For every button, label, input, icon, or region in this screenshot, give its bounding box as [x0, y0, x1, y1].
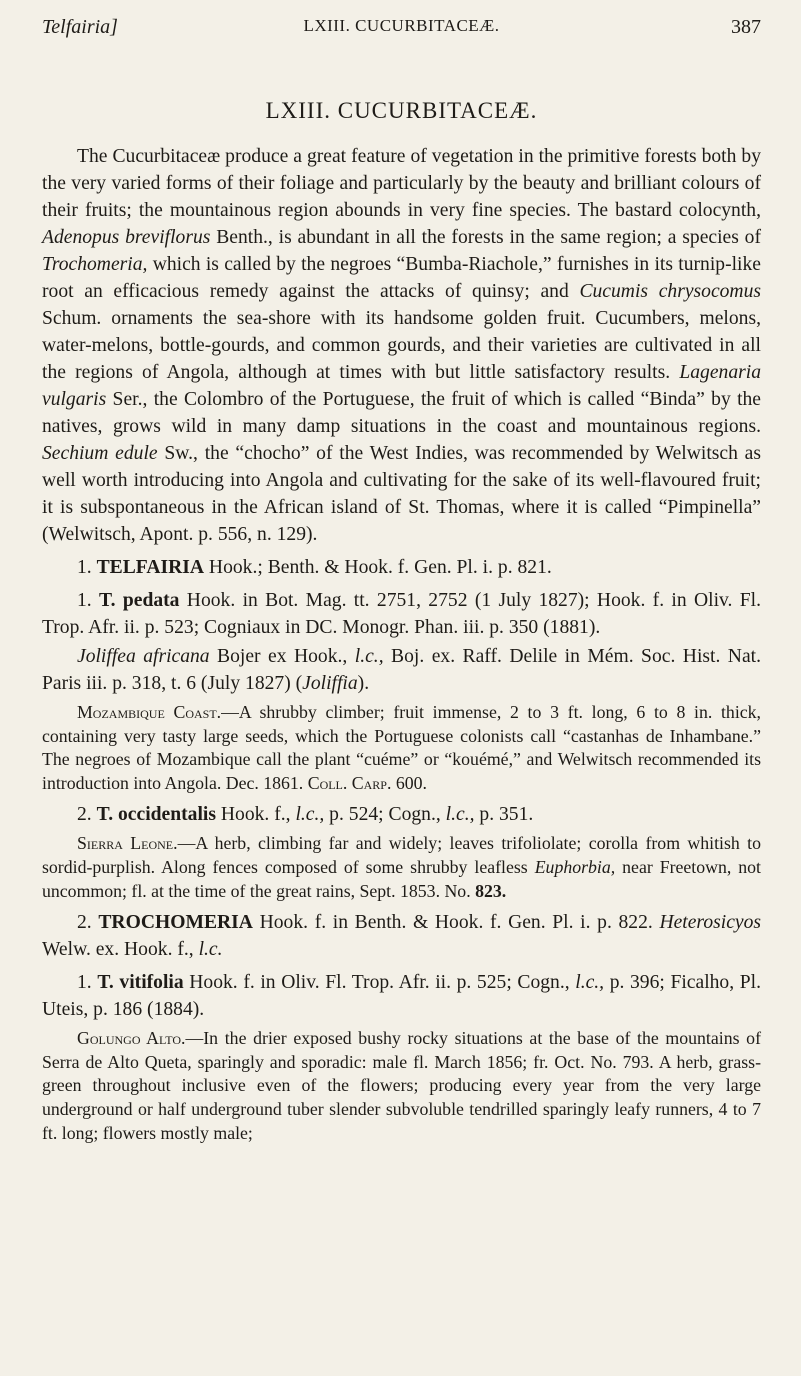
entry-citation: Hook. in Bot. Mag. tt. 2751, 2752 (1 July 1827); Hook. f. in Oliv. Fl. Trop. Afr. ii. p. 523; Cogniaux in DC. Monogr. Phan. iii. p. 350 (1881).: [42, 590, 762, 638]
intro-text: Sw., the “chocho” of the West Indies, was recommended by Welwitsch as well worth introducing into Angola and cultivating for the sake of its well-flavoured fruit; it is subspontaneous in the African island of St. Thomas, where it is called “Pimpinella” (Welwitsch, Apont. p. 556, n. 129).: [42, 443, 761, 545]
collection-ref: Coll. Carp. 600.: [307, 772, 427, 793]
intro-paragraph: [42, 143, 761, 548]
chapter-title: LXIII. CUCURBITACEÆ.: [265, 98, 538, 123]
locality-sierra-leone: [42, 832, 761, 903]
locality-name: Golungo Alto.: [77, 1028, 186, 1049]
locality-mozambique: [42, 701, 761, 795]
running-head-genus: Telfairia]: [42, 16, 118, 38]
entry-number: 2.: [77, 912, 99, 934]
intro-text: Schum. ornaments the sea-shore with its handsome golden fruit. Cucumbers, melons, water-melons, bottle-gourds, and common gourds, and their varieties are cultivated in all the regions of Angola, although at times with but little satisfactory results.: [42, 308, 761, 383]
locality-text: —A herb, climbing far and widely; leaves trifoliolate; corolla from whitish to sordid-purplish. Along fences composed of some shrubby leafless: [42, 833, 761, 877]
locality-name: Mozambique Coast.: [77, 702, 222, 722]
species-telfairia-occidentalis: [42, 801, 761, 828]
genus-name: TELFAIRIA: [96, 557, 205, 578]
entry-italic: l.c.: [198, 939, 223, 961]
entry-citation: ).: [357, 673, 370, 694]
species-name: T. occidentalis: [96, 804, 216, 826]
entry-italic: l.c.,: [575, 972, 605, 994]
locality-name: Sierra Leone.: [77, 833, 178, 854]
entry-number: 1.: [77, 972, 98, 994]
entry-number: 2.: [77, 804, 97, 826]
entry-citation: Welw. ex. Hook. f.,: [42, 939, 199, 961]
entry-citation: p. 396; Ficalho, Pl. Uteis, p. 186 (1884).: [42, 972, 761, 1021]
intro-italic: Adenopus breviflorus: [42, 227, 211, 248]
entry-citation: Boj. ex. Raff. Delile in Mém. Soc. Hist. Nat. Paris iii. p. 318, t. 6 (July 1827) (: [42, 646, 761, 694]
entry-italic: l.c.,: [354, 646, 384, 667]
species-name: T. pedata: [99, 590, 180, 611]
genus-trochomeria: [42, 909, 761, 963]
entry-citation: Hook. f.,: [215, 804, 296, 826]
locality-italic: Euphorbia,: [534, 856, 616, 877]
entry-citation: Hook. f. in Oliv. Fl. Trop. Afr. ii. p. 525; Cogn.,: [183, 972, 576, 994]
specimen-number: 823.: [475, 880, 507, 901]
locality-golungo-alto: [42, 1027, 761, 1145]
intro-text: Benth., is abundant in all the forests in the same region; a species of: [210, 227, 762, 248]
locality-text: —In the drier exposed bushy rocky situations at the base of the mountains of Serra de Alto Queta, sparingly and sporadic: male fl. March 1856; fr. Oct. No. 793. A herb, grass-green throughout inclusive even of the flowers; producing every year from the very large underground or half underground tuber slender subvoluble tendrilled sparingly leafy runners, 4 to 7 ft. long; flowers mostly male;: [42, 1028, 761, 1143]
entry-citation: p. 524; Cogn.,: [324, 804, 446, 826]
entry-number: 1.: [77, 590, 100, 611]
entry-italic: l.c.,: [445, 804, 475, 826]
synonym-joliffea: [42, 643, 761, 697]
entry-italic: Joliffia: [302, 673, 358, 694]
intro-italic: Lagenaria vulgaris: [42, 362, 761, 410]
genus-name: TROCHOMERIA: [98, 912, 253, 934]
intro-italic: Cucumis chrysocomus: [579, 281, 762, 302]
page-number: 387: [731, 16, 761, 38]
synonym-name: Heterosicyos: [659, 912, 762, 934]
intro-text: which is called by the negroes “Bumba-Riachole,” furnishes in its turnip-like root an efficacious remedy against the attacks of quinsy; and: [42, 254, 761, 302]
species-telfairia-pedata: [42, 587, 761, 641]
intro-italic: Trochomeria,: [42, 254, 148, 275]
synonym-name: Joliffea africana: [77, 646, 210, 667]
running-head: [42, 16, 761, 46]
intro-text: Ser., the Colombro of the Portuguese, the fruit of which is called “Binda” by the natives, grows wild in many damp situations in the coast and mountainous regions.: [42, 389, 761, 437]
species-trochomeria-vitifolia: [42, 969, 761, 1023]
genus-telfairia: [42, 554, 761, 581]
entry-citation: Bojer ex Hook.,: [209, 646, 355, 667]
entry-citation: Hook. f. in Benth. & Hook. f. Gen. Pl. i. p. 822.: [252, 912, 660, 934]
intro-text: The Cucurbitaceæ produce a great feature of vegetation in the primitive forests both by the very varied forms of their foliage and particularly by the beauty and brilliant colours of their fruits; the mountainous region abounds in very fine species. The bastard colocynth,: [42, 146, 761, 221]
running-head-family: LXIII. CUCURBITACEÆ.: [303, 16, 500, 35]
entry-italic: l.c.,: [295, 804, 325, 826]
species-name: T. vitifolia: [97, 972, 184, 994]
entry-number: 1.: [77, 557, 97, 578]
entry-citation: p. 351.: [474, 804, 534, 826]
entry-citation: Hook.; Benth. & Hook. f. Gen. Pl. i. p. 821.: [204, 557, 552, 578]
locality-text: —A shrubby climber; fruit immense, 2 to 3 ft. long, 6 to 8 in. thick, containing very tasty large seeds, which the Portuguese colonists call “castanhas de Inhambane.” The negroes of Mozambique call the plant “cuéme” or “kouémé,” and Welwitsch recommended its introduction into Angola. Dec. 1861.: [42, 702, 761, 793]
intro-italic: Sechium edule: [42, 443, 158, 464]
locality-text: near Freetown, not uncommon; fl. at the time of the great rains, Sept. 1853. No.: [42, 856, 761, 901]
